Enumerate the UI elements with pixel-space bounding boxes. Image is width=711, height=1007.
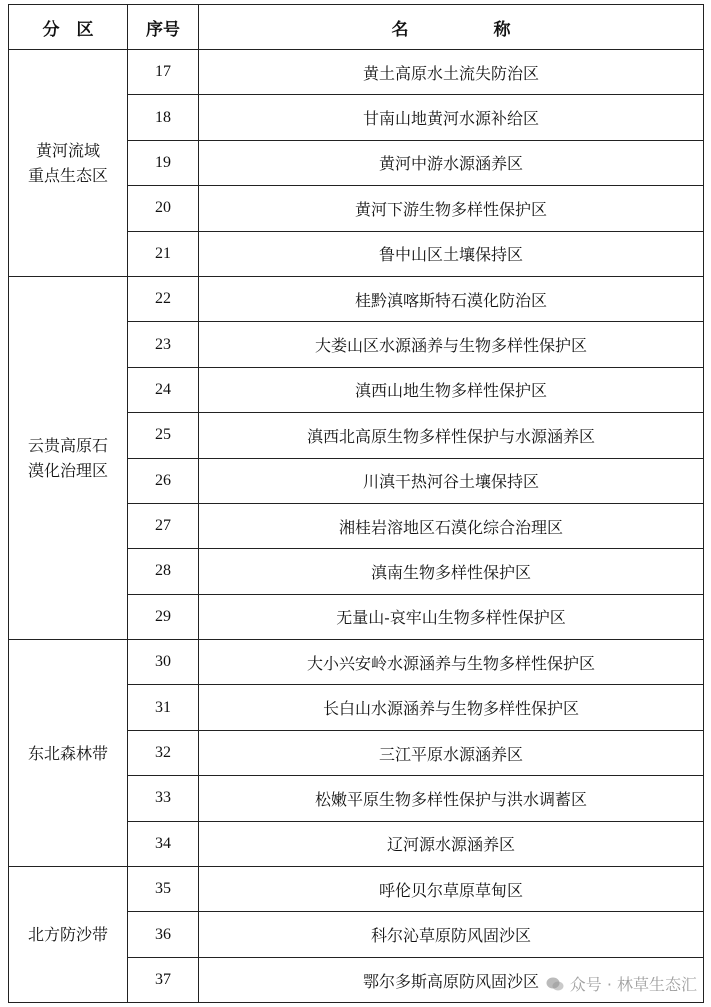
zone-name: 科尔沁草原防风固沙区 bbox=[199, 912, 704, 957]
ecological-zones-table bbox=[8, 4, 704, 1003]
row-number: 34 bbox=[128, 821, 199, 866]
row-number: 30 bbox=[128, 640, 199, 685]
row-number: 36 bbox=[128, 912, 199, 957]
zone-name: 湘桂岩溶地区石漠化综合治理区 bbox=[199, 503, 704, 548]
header-zone: 分 区 bbox=[9, 5, 128, 50]
row-number: 21 bbox=[128, 231, 199, 276]
table-body bbox=[9, 50, 704, 1003]
zone-name: 呼伦贝尔草原草甸区 bbox=[199, 867, 704, 912]
zone-name: 黄土高原水土流失防治区 bbox=[199, 50, 704, 95]
zone-name: 甘南山地黄河水源补给区 bbox=[199, 95, 704, 140]
row-number: 18 bbox=[128, 95, 199, 140]
zone-name: 滇南生物多样性保护区 bbox=[199, 549, 704, 594]
row-number: 26 bbox=[128, 458, 199, 503]
row-number: 22 bbox=[128, 276, 199, 321]
zone-name: 长白山水源涵养与生物多样性保护区 bbox=[199, 685, 704, 730]
row-number: 20 bbox=[128, 186, 199, 231]
zone-name: 松嫩平原生物多样性保护与洪水调蓄区 bbox=[199, 776, 704, 821]
zone-cell bbox=[9, 640, 128, 867]
row-number: 17 bbox=[128, 50, 199, 95]
header-number: 序号 bbox=[128, 5, 199, 50]
zone-name: 滇西山地生物多样性保护区 bbox=[199, 367, 704, 412]
zone-name: 大娄山区水源涵养与生物多样性保护区 bbox=[199, 322, 704, 367]
row-number: 29 bbox=[128, 594, 199, 639]
zone-name: 滇西北高原生物多样性保护与水源涵养区 bbox=[199, 413, 704, 458]
row-number: 35 bbox=[128, 867, 199, 912]
zone-name: 鲁中山区土壤保持区 bbox=[199, 231, 704, 276]
row-number: 23 bbox=[128, 322, 199, 367]
row-number: 32 bbox=[128, 730, 199, 775]
row-number: 19 bbox=[128, 140, 199, 185]
zone-label-line: 黄河流域 bbox=[35, 140, 100, 160]
zone-name: 辽河源水源涵养区 bbox=[199, 821, 704, 866]
zone-name: 桂黔滇喀斯特石漠化防治区 bbox=[199, 276, 704, 321]
zone-label-line: 东北森林带 bbox=[27, 743, 108, 763]
zone-name: 黄河中游水源涵养区 bbox=[199, 140, 704, 185]
row-number: 25 bbox=[128, 413, 199, 458]
zone-name: 川滇干热河谷土壤保持区 bbox=[199, 458, 704, 503]
zone-name: 无量山-哀牢山生物多样性保护区 bbox=[199, 594, 704, 639]
table-header-row bbox=[9, 5, 704, 50]
zone-name: 黄河下游生物多样性保护区 bbox=[199, 186, 704, 231]
wechat-icon bbox=[546, 976, 564, 992]
zone-name: 三江平原水源涵养区 bbox=[199, 730, 704, 775]
zone-cell bbox=[9, 867, 128, 1003]
table-row bbox=[9, 50, 704, 95]
row-number: 28 bbox=[128, 549, 199, 594]
row-number: 27 bbox=[128, 503, 199, 548]
table-row bbox=[9, 276, 704, 321]
table-row bbox=[9, 640, 704, 685]
row-number: 33 bbox=[128, 776, 199, 821]
zone-label-line: 北方防沙带 bbox=[27, 925, 108, 945]
zone-cell bbox=[9, 50, 128, 277]
zone-label-line: 重点生态区 bbox=[27, 165, 108, 185]
zone-label-line: 云贵高原石 bbox=[27, 436, 108, 456]
row-number: 24 bbox=[128, 367, 199, 412]
watermark bbox=[546, 972, 697, 995]
zone-label-line: 漠化治理区 bbox=[27, 461, 108, 481]
row-number: 31 bbox=[128, 685, 199, 730]
watermark-text: 众号 · 林草生态汇 bbox=[569, 975, 697, 994]
zone-name: 鄂尔多斯高原防风固沙区 bbox=[199, 957, 704, 1002]
header-name: 名 称 bbox=[199, 5, 704, 50]
table-row bbox=[9, 867, 704, 912]
zone-cell bbox=[9, 276, 128, 639]
zone-name: 大小兴安岭水源涵养与生物多样性保护区 bbox=[199, 640, 704, 685]
row-number: 37 bbox=[128, 957, 199, 1002]
